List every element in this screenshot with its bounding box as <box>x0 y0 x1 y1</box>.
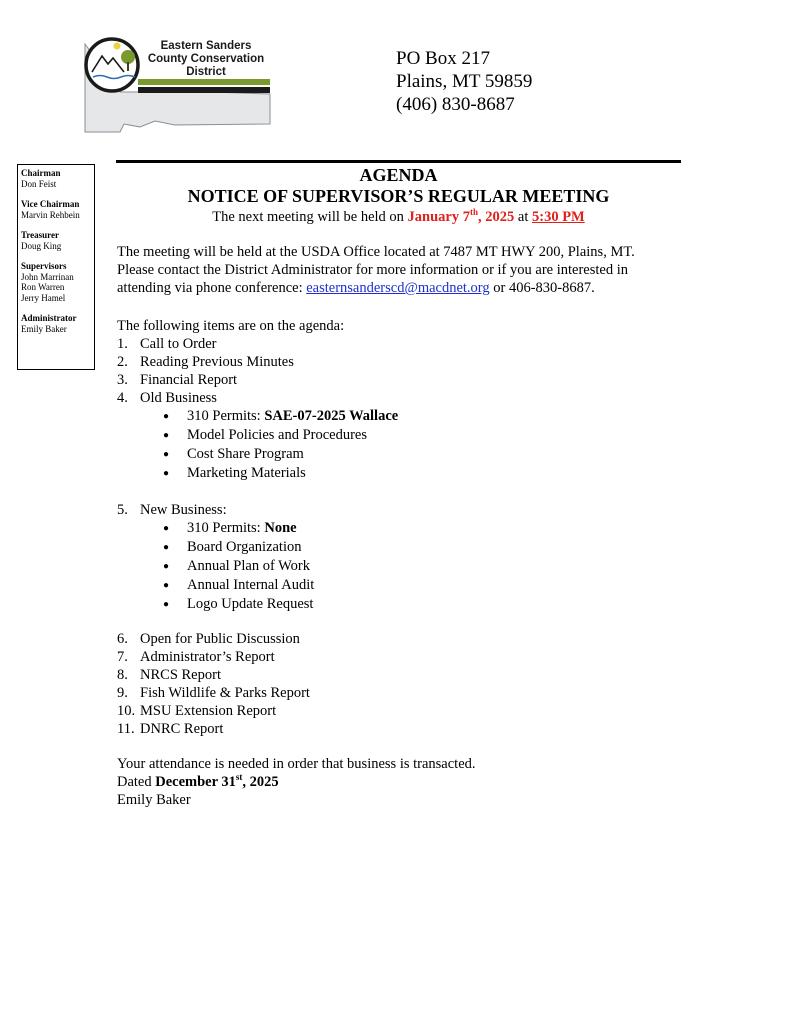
meeting-date <box>408 209 515 225</box>
sidebar-role-chairman: Chairman <box>21 168 61 178</box>
sidebar-role-vice-chairman: Vice Chairman <box>21 199 80 209</box>
item-label: DNRC Report <box>140 721 224 737</box>
item-number: 3. <box>117 372 128 388</box>
header-divider <box>116 160 681 163</box>
item-number: 2. <box>117 354 128 370</box>
item-number: 8. <box>117 667 128 683</box>
address-city: Plains, MT 59859 <box>396 71 533 92</box>
paragraph-line: The meeting will be held at the USDA Office located at 7487 MT HWY 200, Plains, MT. <box>117 244 635 260</box>
sidebar-member: Don Feist <box>21 178 57 189</box>
sidebar-role-supervisors: Supervisors <box>21 261 67 271</box>
item-label: Administrator’s Report <box>140 649 275 665</box>
address-phone: (406) 830-8687 <box>396 94 515 115</box>
bullet-item <box>187 407 398 425</box>
bullet-icon: ● <box>163 430 170 441</box>
item-number: 7. <box>117 649 128 665</box>
dated-date-main: December 31 <box>155 774 236 790</box>
paragraph-line <box>117 279 697 297</box>
page-title: AGENDA <box>359 165 438 185</box>
dated-date-suffix: st <box>235 772 243 783</box>
bullet-item: Board Organization <box>187 539 302 555</box>
meeting-date-year: , 2025 <box>478 209 515 225</box>
item-number: 10. <box>117 703 136 719</box>
bullet-icon: ● <box>163 561 170 572</box>
dated-date <box>155 774 278 790</box>
next-meeting-prefix: The next meeting will be held on <box>212 209 408 225</box>
logo-line-2: County Conservation <box>147 53 265 65</box>
sidebar-member: Marvin Rehbein <box>21 209 80 220</box>
logo-name <box>142 40 270 79</box>
page-subtitle: NOTICE OF SUPERVISOR’S REGULAR MEETING <box>187 186 610 206</box>
sidebar-member: Jerry Hamel <box>21 292 66 303</box>
item-number: 4. <box>117 390 128 406</box>
agenda-heading <box>116 165 681 207</box>
dated-date-year: , 2025 <box>242 774 279 790</box>
item-number: 6. <box>117 631 128 647</box>
permit-value: SAE-07-2025 Wallace <box>264 408 399 424</box>
item-number: 11. <box>117 721 135 737</box>
item-number: 9. <box>117 685 128 701</box>
meeting-info-paragraph <box>117 243 697 297</box>
sidebar-member: Ron Warren <box>21 282 65 292</box>
sidebar-role-administrator: Administrator <box>21 313 77 323</box>
dated-line <box>117 773 279 791</box>
bullet-icon: ● <box>163 599 170 610</box>
permit-prefix: 310 Permits: <box>187 520 265 536</box>
bullet-icon: ● <box>163 580 170 591</box>
meeting-time: 5:30 PM <box>531 209 585 225</box>
bullet-item: Model Policies and Procedures <box>187 427 368 443</box>
meeting-date-suffix: th <box>470 207 479 218</box>
bullet-item: Marketing Materials <box>187 465 306 481</box>
agenda-intro: The following items are on the agenda: <box>117 318 345 334</box>
sidebar-member: John Marrinan <box>21 271 74 282</box>
sidebar-role-treasurer: Treasurer <box>21 230 59 240</box>
item-label: Financial Report <box>140 372 238 388</box>
item-label: New Business: <box>140 502 227 518</box>
mailing-address <box>396 47 532 116</box>
sidebar-member: Emily Baker <box>21 323 67 334</box>
meeting-at: at <box>514 209 532 225</box>
item-label: Call to Order <box>140 336 217 352</box>
paragraph-line: Please contact the District Administrator for more information or if you are interested in <box>117 262 628 278</box>
permit-value: None <box>264 520 297 536</box>
attendance-note: Your attendance is needed in order that business is transacted. <box>117 756 476 772</box>
contact-prefix: attending via phone conference: <box>117 280 307 296</box>
district-logo <box>80 32 276 142</box>
sidebar-member: Doug King <box>21 240 62 251</box>
logo-line-1: Eastern Sanders <box>160 40 252 52</box>
bullet-item: Annual Internal Audit <box>187 577 315 593</box>
signer-name: Emily Baker <box>117 792 191 808</box>
bullet-item <box>187 519 297 537</box>
bullet-item: Annual Plan of Work <box>187 558 311 574</box>
logo-line-3: District <box>186 66 226 78</box>
bullet-icon: ● <box>163 411 170 422</box>
item-label: MSU Extension Report <box>140 703 277 719</box>
email-link[interactable]: easternsanderscd@macdnet.org <box>306 280 490 296</box>
item-label: Fish Wildlife & Parks Report <box>140 685 310 701</box>
bullet-icon: ● <box>163 523 170 534</box>
dated-prefix: Dated <box>117 774 156 790</box>
bullet-icon: ● <box>163 449 170 460</box>
address-po-box: PO Box 217 <box>396 48 490 69</box>
item-label: Reading Previous Minutes <box>140 354 294 370</box>
meeting-date-main: January 7 <box>407 209 470 225</box>
contact-suffix: or 406-830-8687. <box>489 280 595 296</box>
next-meeting-line <box>116 208 681 226</box>
bullet-icon: ● <box>163 468 170 479</box>
bullet-icon: ● <box>163 542 170 553</box>
item-label: NRCS Report <box>140 667 221 683</box>
item-number: 1. <box>117 336 128 352</box>
item-number: 5. <box>117 502 128 518</box>
board-members-sidebar <box>17 164 95 370</box>
bullet-item: Logo Update Request <box>187 596 314 612</box>
item-label: Open for Public Discussion <box>140 631 300 647</box>
item-label: Old Business <box>140 390 217 406</box>
permit-prefix: 310 Permits: <box>187 408 265 424</box>
bullet-item: Cost Share Program <box>187 446 304 462</box>
